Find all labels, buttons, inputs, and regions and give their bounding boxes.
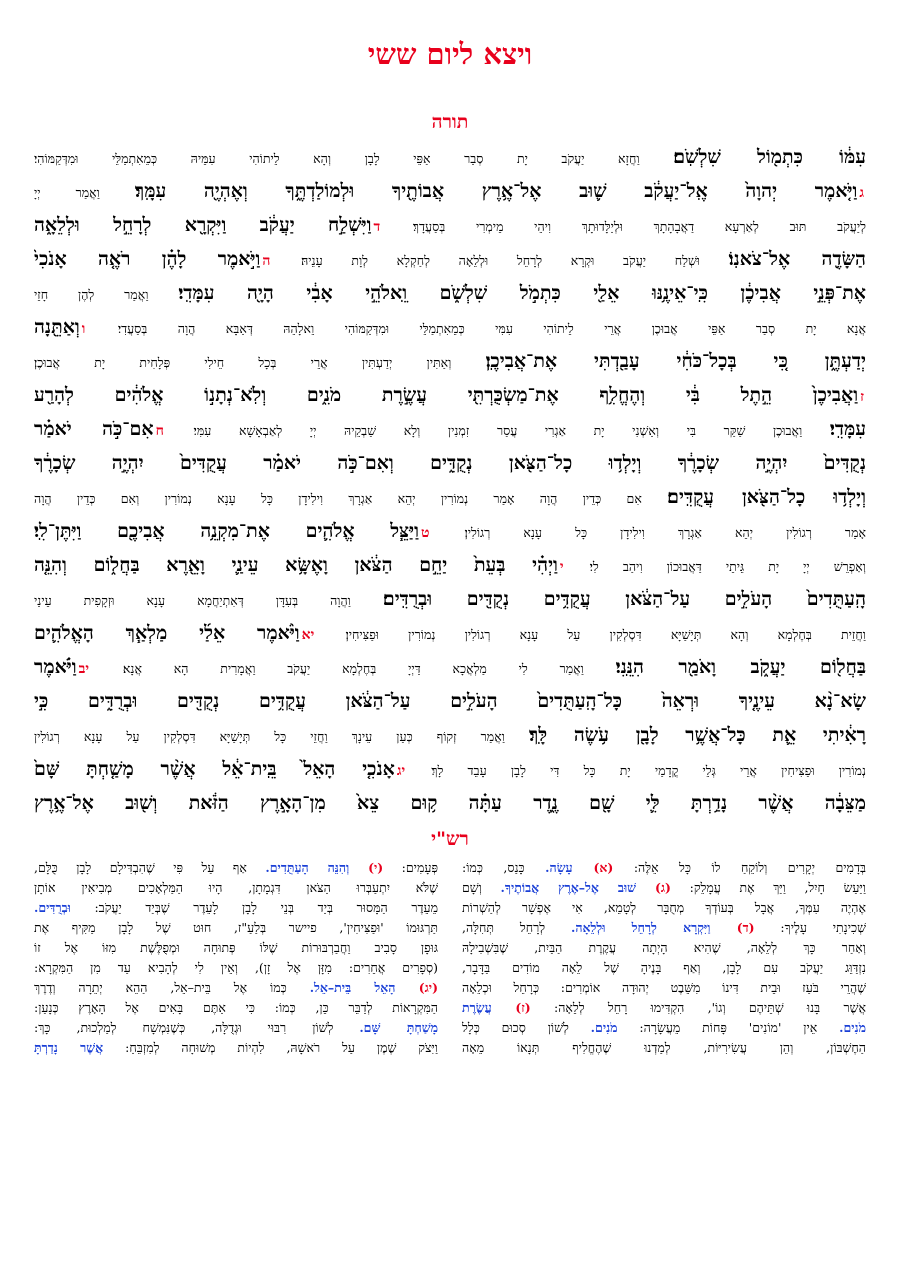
commentary-text: מֵעֵדֶר הַמָּסוּר בְּיַד בְּנֵי לָבָן לָעֵדֶר שֶׁבְּיַד יַעֲקֹב: (70, 900, 438, 915)
verse-text: אֶת־פְּנֵ֣י אֲבִיכֶ֔ן כִּֽי־אֵינֶ֥נּוּ אֵלַ֖י כִּתְמֹ֣ל שִׁלְשֹׁ֑ם וֵֽאלֹהֵ֣י אָבִ֔י הָיָ֖ה עִמָּדִֽי׃ (178, 282, 866, 304)
verse-number: ו (81, 321, 86, 337)
verse-text: וַיַּצֵּ֧ל אֱלֹהִ֛ים אֶת־מִקְנֵ֥ה אֲבִיכֶ֖ם וַיִּתֶּן־לִֽי׃ (34, 520, 419, 542)
page (34, 0, 866, 1272)
verse-text: הָֽעַתֻּדִים֙ הָעֹלִ֣ים עַל־הַצֹּ֔אן עֲקֻדִּ֥ים נְקֻדִּ֖ים וּבְרֻדִּֽים׃ (382, 588, 866, 610)
commentary-text: אֶהְיֶה עִמְּךָ, אֲבָל בְּעוֹדְךָ מְחֻבָּר לְטָמֵא, אִי אֶפְשָׁר לְהַשְׁרוֹת (462, 900, 866, 915)
torah-line (34, 684, 866, 718)
rashi-verse-number: (ג) (655, 880, 671, 895)
commentary-text: הַחֶשְׁבּוֹן, וְהֵן עֲשִׂירִיּוֹת, לְמַדְנוּ שֶׁהֶחֱלִיף תְּנָאוֹ מֵאָה (462, 1040, 866, 1055)
commentary-text: אֲשֶׁר בָּנוּ שְׁתֵּיהֶם וְגוֹ', הִקְדִּימוּ רָחֵל לְלֵאָה: (530, 1000, 866, 1015)
rashi-line (34, 1018, 438, 1038)
dibur-hamatchil: וּבְרֻדִּים. (34, 900, 71, 915)
rashi-line (462, 898, 866, 918)
commentary-text: נִזְדַּוֵּג יַעֲקֹב עִם לָבָן, וְאַף בָּנֶיהָ שֶׁל לֵאָה מוֹדִים בַּדָּבָר, (462, 960, 866, 975)
targum-text: אָמַר רְגוֹלִין יְהֵא אַגְרָךְ וִילִידָן כָּל עָנָא רְגוֹלִין׃ (431, 525, 866, 540)
commentary-text: פְּעָמִים: (383, 860, 438, 875)
dibur-hamatchil: עָשָׂה. (545, 860, 594, 875)
dibur-hamatchil: וַיִּקְרָא לְרָחֵל וּלְלֵאָה. (570, 920, 737, 935)
commentary-text: וַיִּצֹק שֶׁמֶן עַל רֹאשָׁהּ, לִהְיוֹת מְשׁוּחָה לְמִזְבֵּחַ: (103, 1040, 438, 1055)
commentary-text: וַיַּעַשׂ חָיִל, וַיַּךְ אֶת עֲמָלֵק: (670, 880, 866, 895)
verse-number: י (559, 559, 564, 575)
verse-number: ח (155, 423, 164, 439)
targum-text: וַאֲמַר לְהֶן חָזֵי (34, 287, 179, 302)
torah-line (34, 310, 866, 344)
rashi-line (462, 1038, 866, 1058)
rashi-line (462, 998, 866, 1018)
commentary-text: וְאַחַר כָּךְ לְלֵאָה, שֶׁהִיא הָיְתָה עֲקֶרֶת הַבַּיִת, שֶׁבִּשְׁבִילָהּ (462, 940, 866, 955)
torah-line (34, 616, 866, 650)
verse-text: יְדַעְתֶּ֑ן כִּ֚י בְּכָל־כֹּחִ֔י עָבַ֖דְתִּי אֶת־אֲבִיכֶֽן׃ (485, 350, 866, 372)
commentary-text: תַּרְגּוּמוֹ 'וּפַצִּיחִין', פיישר בְּלַעַ"ז, חוּט שֶׁל לָבָן מַקִּיף אֶת (34, 920, 438, 935)
rashi-heading: רש"י (431, 828, 469, 850)
commentary-text: בְּדָמִים יְקָרִים וְלוֹקֵחַ לוֹ כָּל אֵלֶּה: (613, 860, 866, 875)
page-title: ויצא ליום ששי (367, 37, 533, 71)
verse-text: רָאִ֔יתִי אֵ֛ת כָּל־אֲשֶׁ֥ר לָבָ֖ן עֹ֥שֶׂה לָּֽךְ׃ (528, 724, 866, 746)
verse-text: וַיֹּ֣אמֶר לָהֶ֗ן רֹאֶ֤ה אָנֹכִי֙ (34, 248, 261, 270)
commentary-text: (סְפָרִים אֲחֵרִים: מִזָּן אֶל זָן), וְאֵין לִי לְהָבִיא עַד מִן הַמִּקְרָא: (34, 960, 438, 975)
rashi-verse-number: (ד) (736, 920, 755, 935)
rashi-verse-number: (ז) (515, 1000, 531, 1015)
rashi-verse-number: (י) (368, 860, 384, 875)
dibur-hamatchil: וְהִנֵּה הָעַתֻּדִים. (265, 860, 369, 875)
verse-text: וַיְהִ֗י בְּעֵת֙ יַחֵ֣ם הַצֹּ֔אן וָאֶשָּׂ֥א עֵינַ֛י וָאֵ֖רֶא בַּחֲל֑וֹם וְהִנֵּ֤ה (34, 554, 558, 576)
verse-text: וַיֹּ֨אמֶר אֵלַ֜י מַלְאַ֧ךְ הָאֱלֹהִ֛ים (34, 622, 300, 644)
verse-text: בַּחֲל֖וֹם יַעֲקֹ֑ב וָאֹמַ֖ר הִנֵּֽנִי׃ (615, 656, 866, 678)
dibur-hamatchil: הָאֵל בֵּית–אֵל. (309, 980, 419, 995)
rashi-line (462, 918, 866, 938)
verse-text: שָׂא־נָ֨א עֵינֶ֤יךָ וּרְאֵה֙ כָּל־הָֽעַתֻּדִים֙ הָעֹלִ֣ים עַל־הַצֹּ֔אן עֲקֻדִּ֥ים נְקֻדִּ֖ים וּבְרֻדִּ֑ים כִּ֣י (34, 690, 866, 712)
rashi-column-left (34, 858, 438, 1238)
targum-text: וַאֲמַר זְקוֹף כְּעַן עֵינָךְ וַחֲזֵי כָּל תְּיָשַׁיָּא דִּסְלְקִין עַל עָנָא רְגוֹלִין (34, 729, 529, 744)
torah-line (34, 276, 866, 310)
dibur-hamatchil: מָשַׁחְתָּ שָּׁם. (359, 1020, 438, 1035)
verse-text: וַיִּשְׁלַ֣ח יַעֲקֹ֔ב וַיִּקְרָ֖א לְרָחֵ֣ל וּלְלֵאָ֑ה (34, 214, 372, 236)
verse-text: הַשָּׂדֶ֖ה אֶל־צֹאנֽוֹ׃ (728, 248, 866, 270)
targum-text: וַאֲמַר לִי מַלְאֲכָא דַּיְיָ בְּחֶלְמָא יַעֲקֹב וַאֲמָרִית הָא אֲנָא׃ (91, 661, 616, 676)
verse-number: ז (860, 389, 864, 405)
torah-line (34, 582, 866, 616)
targum-text: וְאַתִּין יְדַעְתִּין אֲרֵי בְּכָל חֵילִי פְּלָחִית יָת אֲבוּכֶן׃ (34, 355, 486, 370)
verse-text: נְקֻדִּים֙ יִהְיֶ֣ה שְׂכָרֶ֔ךָ וְיָלְד֥וּ כָל־הַצֹּ֖אן נְקֻדִּ֑ים וְאִם־כֹּ֣ה יֹאמַ֗ר עֲקֻדִּים֙ יִהְיֶ֣ה שְׂכָרֶ֔ךָ (34, 452, 866, 474)
targum-text: וַחֲזֵית בְּחֶלְמָא וְהָא תְּיָשַׁיָּא דִּסְלְקִין עַל עָנָא רְגוֹלִין נְמוֹרִין וּפַצִּיחִין׃ (316, 627, 866, 642)
verse-text: וַיֹּ֗אמֶר (34, 656, 77, 678)
verse-text: עִמּ֔וֹ כִּתְמ֖וֹל שִׁלְשֹֽׁם׃ (673, 146, 866, 168)
verse-text: וְאַתֵּ֖נָה (34, 316, 80, 338)
rashi-line (34, 998, 438, 1018)
torah-line (34, 752, 866, 786)
dibur-hamatchil: עֲשֶׂרֶת (462, 1000, 516, 1015)
rashi-line (34, 898, 438, 918)
torah-line (34, 786, 866, 820)
rashi-line (462, 938, 866, 958)
targum-text: וַאֲבוּכֶן שַׁקַּר בִּי וְאַשְׁנִי יָת אַגְרִי עֲסַר זִמְנִין וְלָא שַׁבְקֵיהּ יְיָ לְאַבְאָשָׁא עִמִּי׃ (165, 423, 830, 438)
rashi-verse-number: (יג) (418, 980, 438, 995)
verse-text: וַאֲבִיכֶן֙ הֵ֣תֶל בִּ֔י וְהֶחֱלִ֥ף אֶת־מַשְׂכֻּרְתִּ֖י עֲשֶׂ֣רֶת מֹנִ֑ים וְלֹֽא־נְתָנ֣וֹ אֱלֹהִ֔ים לְהָרַ֖ע (34, 384, 859, 406)
rashi-line (34, 958, 438, 978)
verse-text: אִם־כֹּ֣ה יֹאמַ֗ר (34, 418, 154, 440)
targum-text: לְיַעֲקֹב תּוּב לְאַרְעָא דַאֲבָהָתָךְ וּלְיַלָּדוּתָךְ וִיהֵי מֵימְרִי בְּסַעֲדָךְ׃ (382, 219, 866, 234)
commentary-text: לְרָחֵל תְּחִלָּה, (462, 920, 571, 935)
torah-line (34, 480, 866, 514)
commentary-text: שֶׁהֲרֵי בֹּעַז וּבֵית דִּינוֹ מִשֵּׁבֶט יְהוּדָה אוֹמְרִים: כְּרָחֵל וּכְלֵאָה (462, 980, 866, 995)
dibur-hamatchil: אֲשֶׁר נָדַרְתָּ (34, 1040, 104, 1055)
rashi-commentary (34, 858, 866, 1238)
targum-text: נְמוֹרִין וּפַצִּיחִין אֲרֵי גְּלֵי קֳדָמַי יָת כָּל דִּי לָבָן עָבֵד לָךְ׃ (407, 763, 866, 778)
rashi-line (34, 858, 438, 878)
commentary-text: שֶׁלֹּא יִתְעַבְּרוּ הַצֹּאן דִּגְמָתָן, הָיוּ הַמַּלְאָכִים מְבִיאִין אוֹתָן (34, 880, 438, 895)
torah-heading: תורה (431, 111, 469, 133)
commentary-text: לְשׁוֹן רִבּוּי וּגְדֻלָּה, כְּשֶׁנִּמְשָׁח לְמַלְכוּת, כָּךְ: (34, 1020, 360, 1035)
commentary-text: אַף עַל פִּי שֶׁהִבְדִּילָם לָבָן כֻּלָּם, (34, 860, 266, 875)
targum-text: וְאַפְרֵשׁ יְיָ יָת גֵּיתֵי דַּאֲבוּכוֹן וִיהַב לִי׃ (565, 559, 866, 574)
rashi-line (34, 978, 438, 998)
torah-line (34, 412, 866, 446)
rashi-line (34, 938, 438, 958)
verse-number: יג (396, 763, 406, 779)
rashi-verse-number: (א) (593, 860, 614, 875)
rashi-line (34, 1038, 438, 1058)
torah-line (34, 514, 866, 548)
dibur-hamatchil: מֹנִים. (839, 1020, 866, 1035)
verse-text: עִמָּדִֽי׃ (829, 418, 866, 440)
torah-line (34, 344, 866, 378)
torah-line (34, 718, 866, 752)
dibur-hamatchil: מֹנִים. (590, 1020, 618, 1035)
targum-text: וַאֲמַר יְיָ (34, 185, 135, 200)
torah-line (34, 378, 866, 412)
commentary-text: וְשָׁם (462, 880, 501, 895)
torah-line (34, 140, 866, 174)
commentary-text: אֵין 'מוֹנִים' פָּחוֹת מֵעֲשָׂרָה: (617, 1020, 840, 1035)
torah-line (34, 650, 866, 684)
rashi-line (462, 978, 866, 998)
rashi-line (34, 918, 438, 938)
targum-text: אֲנָא יָת סְבַר אַפֵּי אֲבוּכֶן אֲרֵי לֵיתוֹהִי עִמִּי כְּמֵאִתְמַלֵּי וּמִדְּקַמּוֹהִי וֵאלָהֵהּ דְּאַבָּא הֲוָה בְּסַעֲדִי׃ (87, 321, 866, 336)
torah-text (34, 140, 866, 820)
targum-text: אִם כְּדֵין הֲוָה אָמַר נְמוֹרִין יְהֵא אַגְרָךְ וִילִידָן כָּל עָנָא נְמוֹרִין וְאִם כְּדֵין הֲוָה (34, 491, 668, 506)
commentary-text: שְׁכִינָתִי עָלֶיךָ: (754, 920, 866, 935)
torah-line (34, 208, 866, 242)
targum-text: וּשְׁלַח יַעֲקֹב וּקְרָא לְרָחֵל וּלְלֵאָה לְחַקְלָא לְוָת עָנֵיהּ׃ (272, 253, 729, 268)
rashi-line (462, 958, 866, 978)
torah-line (34, 446, 866, 480)
rashi-line (462, 878, 866, 898)
torah-line (34, 174, 866, 208)
commentary-text: לְשׁוֹן סְכוּם כְּלָל (462, 1020, 591, 1035)
torah-line (34, 548, 866, 582)
rashi-line (34, 878, 438, 898)
verse-text: וְיָלְד֥וּ כָל־הַצֹּ֖אן עֲקֻדִּֽים׃ (667, 486, 866, 508)
commentary-text: כָּנַס, כְּמוֹ: (462, 860, 546, 875)
commentary-text: הַמִּקְרָאוֹת לְדַבֵּר כֵּן, כְּמוֹ: כִּי אַתֶּם בָּאִים אֶל הָאָרֶץ כְּנָעַן: (34, 1000, 438, 1015)
verse-number: ג (859, 185, 864, 201)
verse-number: יב (78, 661, 90, 677)
verse-number: ה (262, 253, 271, 269)
verse-text: אָנֹכִ֤י הָאֵל֙ בֵּֽית־אֵ֔ל אֲשֶׁ֨ר מָשַׁ֤חְתָּ שָּׁם֙ (34, 758, 395, 780)
commentary-text: כְּמוֹ אֶל בֵּית–אֵל, הַהֵא יְתֵרָה וְדֶרֶךְ (34, 980, 310, 995)
verse-number: ט (420, 525, 430, 541)
verse-text: וַיֹּ֤אמֶר יְהוָה֙ אֶֽל־יַעֲקֹ֔ב שׁ֛וּב אֶל־אֶ֥רֶץ אֲבוֹתֶ֖יךָ וּלְמוֹלַדְתֶּ֑ךָ וְאֶהְיֶ֖ה עִמָּֽךְ׃ (134, 180, 858, 202)
verse-text: מַצֵּבָ֔ה אֲשֶׁ֨ר נָדַ֥רְתָּ לִּ֛י שָׁ֖ם נֶ֑דֶר עַתָּ֗ה ק֥וּם צֵא֙ מִן־הָאָ֣רֶץ הַזֹּ֔את וְשׁ֖וּב אֶל־אֶ֥רֶץ (34, 792, 866, 814)
verse-number: יא (301, 627, 315, 643)
rashi-column-right (462, 858, 866, 1238)
targum-text: וַחֲזָא יַעֲקֹב יָת סְבַר אַפֵּי לָבָן וְהָא לֵיתוֹהִי עִמֵּיהּ כְּמֵאִתְמַלֵּי וּמִדְּקַמּוֹהִי׃ (34, 151, 674, 166)
rashi-line (462, 858, 866, 878)
dibur-hamatchil: שׁוּב אֶל–אֶרֶץ אֲבוֹתֶיךָ. (500, 880, 656, 895)
commentary-text: גּוּפָן סָבִיב וַחֲבַרְבּוּרוֹת שֶׁלּוֹ פְּתוּחָה וּמְפֻלֶּשֶׁת מִזּוֹ אֶל זוֹ (34, 940, 438, 955)
rashi-line (462, 1018, 866, 1038)
targum-text: וַהֲוָה בְּעִדָּן דְּאִתְיַחֲמָא עָנָא וּזְקָפִית עֵינַי (34, 593, 383, 608)
torah-line (34, 242, 866, 276)
verse-number: ד (373, 219, 381, 235)
